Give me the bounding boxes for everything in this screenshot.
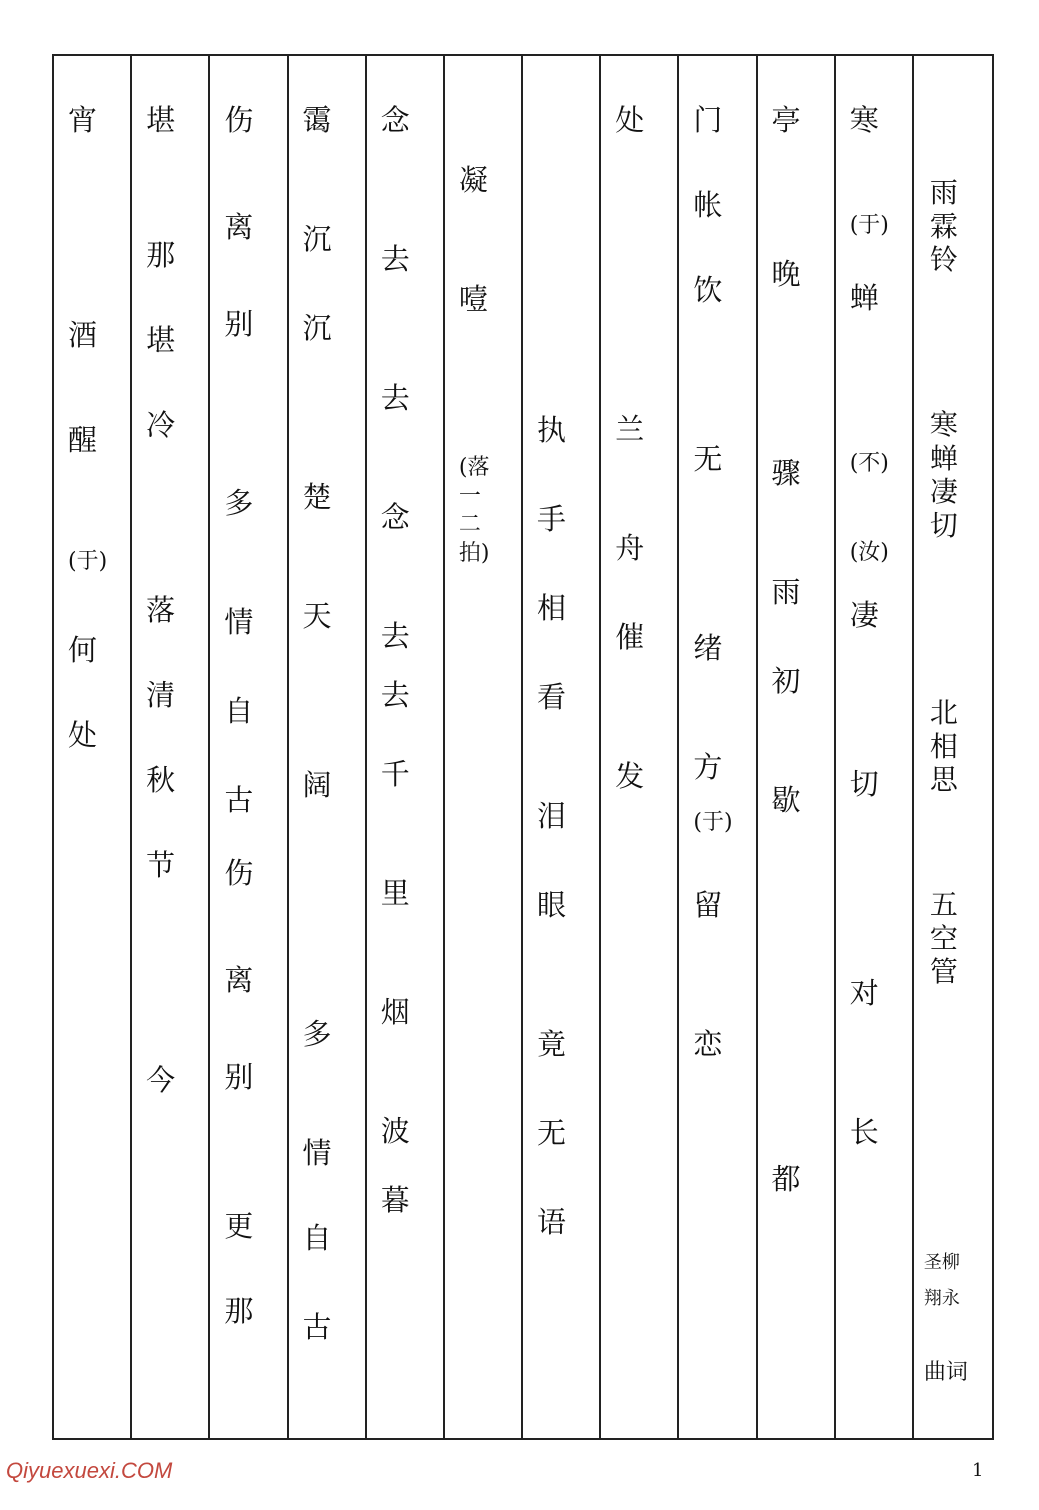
lyric-char: 节 <box>146 848 176 882</box>
lyric-char: 无 <box>537 1116 567 1150</box>
score-column-1 <box>836 56 914 1438</box>
lyric-char: (于) <box>849 213 889 238</box>
lyric-char: 伤 <box>224 103 254 137</box>
lyric-char: 晚 <box>771 257 801 291</box>
lyrics-column <box>771 103 801 1250</box>
score-column-9 <box>210 56 288 1438</box>
lyric-char: 堪 <box>146 103 176 137</box>
lyric-char: 多 <box>224 486 254 520</box>
page-number: 1 <box>972 1460 984 1481</box>
lyric-char: 切 <box>849 767 879 801</box>
lyric-char: 竟 <box>537 1027 567 1061</box>
lyric-char: 堪 <box>146 323 176 357</box>
lyric-char: 方 <box>693 750 723 784</box>
lyric-char: 多 <box>302 1017 332 1051</box>
lyric-char: 帐 <box>693 188 723 222</box>
lyric-char: 楚 <box>302 480 332 514</box>
score-frame <box>52 54 994 1440</box>
lyric-char: 沉 <box>302 311 332 345</box>
lyric-char: 绪 <box>693 631 723 665</box>
lyric-char: 更 <box>224 1209 254 1243</box>
lyrics-column <box>68 103 108 806</box>
lyric-char: 处 <box>68 718 98 752</box>
lyric-char: (汝) <box>849 540 889 565</box>
lyrics-column <box>380 103 410 1271</box>
pipe-name: 五空管 <box>929 888 958 989</box>
lyric-char: 清 <box>146 678 176 712</box>
lyric-char: (于) <box>693 810 733 835</box>
lyrics-column <box>849 103 889 1203</box>
lyric-char: 语 <box>537 1205 567 1239</box>
lyric-char: 醒 <box>68 423 98 457</box>
score-column-8 <box>289 56 367 1438</box>
lyric-char: 天 <box>302 599 332 633</box>
lyric-char: 宵 <box>68 103 98 137</box>
lyric-char: 对 <box>849 976 879 1010</box>
lyrics-column <box>146 103 176 1151</box>
lyrics-column <box>537 413 567 1293</box>
lyric-char: 留 <box>693 888 723 922</box>
lyric-char: 波 <box>380 1114 410 1148</box>
lyric-char: 无 <box>693 442 723 476</box>
author-line-1: 圣柳 <box>923 1252 960 1273</box>
lyric-char: 伤 <box>224 856 254 890</box>
lyric-char: 蝉 <box>849 281 879 315</box>
lyric-char: 今 <box>146 1063 176 1097</box>
tune-name: 北相思 <box>929 696 958 797</box>
lyric-char: 兰 <box>615 412 645 446</box>
lyric-char: 亭 <box>771 103 801 137</box>
song-title: 雨霖铃 <box>929 176 958 277</box>
lyric-char: (于) <box>68 549 108 574</box>
score-column-3 <box>679 56 757 1438</box>
lyric-char: 雨 <box>771 575 801 609</box>
lyrics-column <box>693 103 733 1115</box>
lyric-char: 酒 <box>68 318 98 352</box>
lyric-char: 离 <box>224 210 254 244</box>
site-watermark: Qiyuexuexi.COM <box>6 1458 173 1483</box>
lyric-char: 去 <box>380 381 410 415</box>
lyric-char: 别 <box>224 307 254 341</box>
lyric-char: 冷 <box>146 408 176 442</box>
lyric-char: 舟 <box>615 531 645 565</box>
lyric-char: 长 <box>849 1115 879 1149</box>
lyric-char: 初 <box>771 664 801 698</box>
lyric-char: 落 <box>146 593 176 627</box>
title-column <box>914 56 992 1438</box>
lyric-char: 眼 <box>537 888 567 922</box>
lyric-char: 骤 <box>771 456 801 490</box>
lyric-char: 离 <box>224 963 254 997</box>
lyric-char: 寒 <box>849 103 879 137</box>
lyric-char: 古 <box>302 1310 332 1344</box>
lyric-char: 千 <box>380 757 410 791</box>
lyric-char: 沉 <box>302 222 332 256</box>
lyric-char: 处 <box>615 103 645 137</box>
lyric-char: 去 <box>380 619 410 653</box>
lyric-char: 看 <box>537 680 567 714</box>
score-column-6 <box>445 56 523 1438</box>
lyric-char: 噎 <box>458 282 488 316</box>
lyric-char: 都 <box>771 1162 801 1196</box>
lyric-char: 情 <box>224 605 254 639</box>
lyrics-column <box>224 103 254 1382</box>
lyric-char: 阔 <box>302 768 332 802</box>
score-column-10 <box>132 56 210 1438</box>
lyrics-column <box>458 163 490 624</box>
lyric-char: 烟 <box>380 995 410 1029</box>
lyric-char: 暮 <box>380 1183 410 1217</box>
author-line-3: 曲词 <box>923 1360 968 1385</box>
lyric-char: 自 <box>224 694 254 728</box>
lyrics-column <box>615 103 645 847</box>
lyric-char: 那 <box>146 238 176 272</box>
lyric-char: 那 <box>224 1294 254 1328</box>
lyrics-column <box>302 103 332 1398</box>
lyric-char: 古 <box>224 783 254 817</box>
lyric-char: 执 <box>537 413 567 447</box>
score-column-7 <box>367 56 445 1438</box>
lyric-char: 恋 <box>693 1027 723 1061</box>
lyric-char: 催 <box>615 620 645 654</box>
lyric-char: 泪 <box>537 799 567 833</box>
lyric-char: 凄 <box>849 598 879 632</box>
lyric-char: 饮 <box>693 273 723 307</box>
lyric-char: 凝 <box>458 163 488 197</box>
lyric-char: 去 <box>380 678 410 712</box>
lyric-char: 相 <box>537 591 567 625</box>
author-line-2: 翔永 <box>923 1288 960 1309</box>
lyric-char: 里 <box>380 876 410 910</box>
lyric-char: 秋 <box>146 763 176 797</box>
first-line-title: 寒蝉凄切 <box>929 408 958 542</box>
lyric-char: 情 <box>302 1136 332 1170</box>
score-column-4 <box>601 56 679 1438</box>
lyric-char: 发 <box>615 759 645 793</box>
lyric-char: 门 <box>693 103 723 137</box>
lyric-char: 何 <box>68 633 98 667</box>
score-column-11 <box>54 56 132 1438</box>
lyric-char: (不) <box>849 451 889 476</box>
lyric-char: 歇 <box>771 783 801 817</box>
score-column-2 <box>758 56 836 1438</box>
lyric-char: 去 <box>380 242 410 276</box>
lyric-char: 念 <box>380 500 410 534</box>
lyric-char: 别 <box>224 1060 254 1094</box>
lyric-char: 自 <box>302 1221 332 1255</box>
lyric-char: 霭 <box>302 103 332 137</box>
lyric-char: (落一二拍) <box>458 455 490 566</box>
lyric-char: 念 <box>380 103 410 137</box>
lyric-char: 手 <box>537 502 567 536</box>
score-column-5 <box>523 56 601 1438</box>
